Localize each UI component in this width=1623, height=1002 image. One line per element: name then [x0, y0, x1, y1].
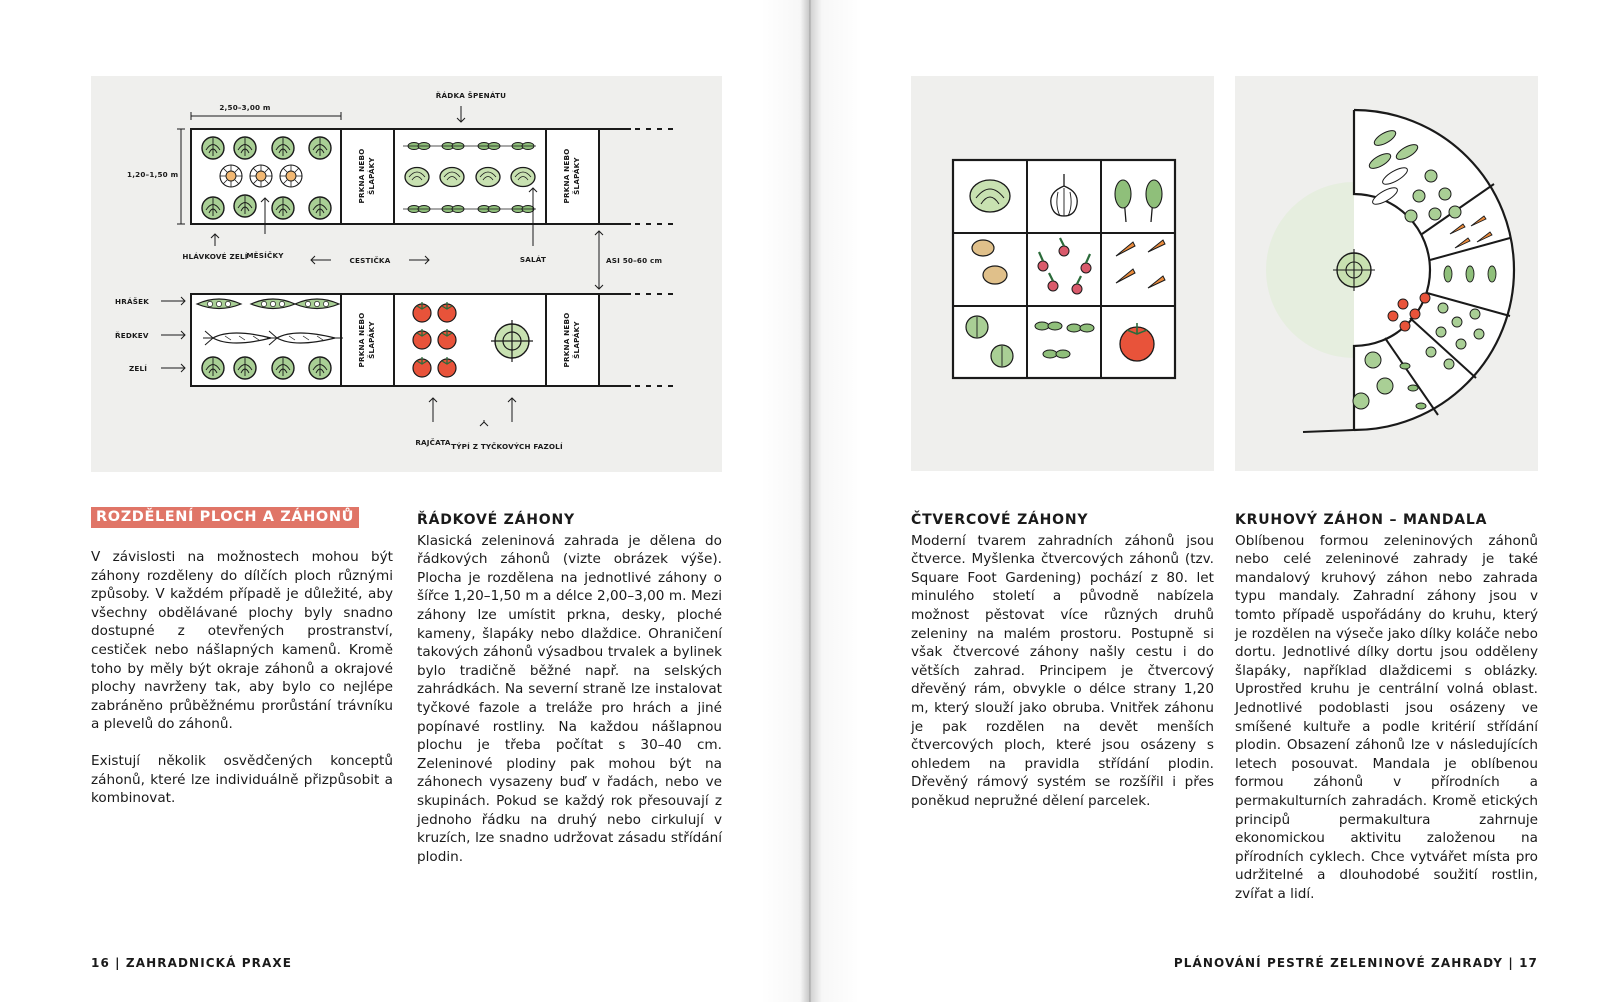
square-beds-section	[911, 511, 1214, 829]
left-footer: 16 | ZAHRADNICKÁ PRAXE	[91, 956, 293, 970]
square-beds-text: Moderní tvarem zahradních záhonů jsou čtverce. Myšlenka čtvercových záhonů (tzv. Square Foot Gardening) pochází z 80. let minulého století a původně nabízela možnost pěstovat více různých druhů zeleniny na malém prostoru. Postupně si však čtvercové záhony našly cestu i do větších zahrad. Principem je čtvercový dřevěný rám, obvykle o délce strany 1,20 m, který slouží jako obruba. Vnitřek záhonu je pak rozdělen na devět menších čtvercových ploch, které jsou osázeny s ohledem na pravidla střídání plodin. Dřevěný rámový systém se rozšířil i přes poněkud nepružné dělení parcelek.	[911, 532, 1214, 809]
right-footer: PLÁNOVÁNÍ PESTRÉ ZELENINOVÉ ZAHRADY | 17	[1173, 956, 1538, 970]
boards-label-1: PRKNA NEBO	[357, 148, 366, 204]
mandala-text: Oblíbenou formou zeleninových záhonů nebo celé zeleninové zahrady je také mandalový kruhový záhon nebo zahrada typu mandaly. Zahradní záhony jsou v tomto případě uspořádány do kruhu, který je rozdělen na výseče jako dílky koláče nebo dortu. Jednotlivé dílky dortu jsou odděleny šlapáky, například dlaždicemi s oblázky. Uprostřed kruhu je centrální volná oblast. Jednotlivé podoblasti jsou osázeny ve smíšené kultuře a podle kritérií střídání plodin. Obsazení záhonů lze v následujících letech posouvat. Mandala je oblíbenou formou záhonů v přírodních a permakulturních zahradách. Kromě etických principů permakultura zahrnuje ekonomickou aktivitu založenou na přírodních cyklech. Chce vytvářet místa pro udržitelné a dlouhodobé soužití rostlin, zvířat a lidí.	[1235, 532, 1538, 902]
boards-label-4: PRKNA NEBO	[562, 312, 571, 368]
square-bed-illustration	[911, 76, 1214, 471]
row-beds-diagram	[91, 76, 722, 472]
square-beds-heading: ČTVERCOVÉ ZÁHONY	[911, 512, 1089, 528]
bean-tipi-label: TÝPÍ Z TYČKOVÝCH FAZOLÍ	[451, 442, 563, 451]
marigold-label: MĚSÍČKY	[246, 251, 284, 260]
cabbage-label: HLÁVKOVÉ ZELÍ	[182, 252, 248, 261]
intro-text	[91, 548, 393, 826]
lettuce-label: SALÁT	[519, 255, 547, 264]
spinach-row-label: ŘÁDKA ŠPENÁTU	[435, 91, 507, 100]
distance-label: ASI 50–60 cm	[606, 256, 663, 265]
boards-label-3b: ŠLAPÁKY	[367, 321, 376, 359]
path-label: CESTIČKA	[349, 256, 391, 265]
tomato-label: RAJČATA	[415, 438, 451, 447]
mandala-bed-illustration	[1235, 76, 1538, 471]
row-beds-heading: ŘÁDKOVÉ ZÁHONY	[417, 512, 575, 528]
row-beds-text: Klasická zeleninová zahrada je dělena do řádkových záhonů (vizte obrázek výše). Plocha je rozdělena na jednotlivé záhony o šířce 1,20–1,50 m a délce 2,00–3,00 m. Mezi záhony lze umístit prkna, desky, ploché kameny, šlapáky nebo dlaždice. Ohraničení takových záhonů výsadbou trvalek a bylinek bylo tradičně běžné např. na selských zahrádkách. Na severní straně lze instalovat tyčkové fazole a treláže pro hrách a jiné popínavé rostliny. Na každou nášlapnou plochu je třeba počítat s 30–40 cm. Zeleninové plodiny pak mohou být na záhonech vysazeny buď v řadách, nebo ve skupinách. Pokud se každý rok přesouvají z jednoho řádku na druhý nebo cirkulují v kruzích, lze snadno udržovat zásadu střídání plodin.	[417, 532, 722, 865]
pea-label: HRÁŠEK	[115, 297, 149, 306]
height-dimension-label: 1,20–1,50 m	[127, 170, 179, 179]
lettuce-icon	[970, 180, 1010, 212]
mandala-diagram	[1235, 76, 1538, 471]
book-gutter	[760, 0, 860, 1002]
square-bed-diagram	[911, 76, 1214, 471]
boards-label-3: PRKNA NEBO	[357, 312, 366, 368]
boards-label-4b: ŠLAPÁKY	[572, 321, 581, 359]
zeli-label: ZELÍ	[129, 364, 148, 373]
row-beds-illustration	[91, 76, 722, 472]
boards-label-1b: ŠLAPÁKY	[367, 157, 376, 195]
row-beds-section	[417, 511, 722, 884]
mandala-heading: KRUHOVÝ ZÁHON – MANDALA	[1235, 512, 1488, 528]
section-heading: ROZDĚLENÍ PLOCH A ZÁHONŮ	[91, 507, 359, 528]
intro-paragraph-2: Existují několik osvědčených konceptů záhonů, které lze individuálně přizpůsobit a kombinovat.	[91, 752, 393, 807]
boards-label-2: PRKNA NEBO	[562, 148, 571, 204]
radish-label: ŘEDKEV	[115, 331, 149, 340]
intro-paragraph-1: V závislosti na možnostech mohou být záhony rozděleny do dílčích ploch různými způsoby. V každém případě je důležité, aby všechny obdělávané plochy byly snadno dostupné z otevřených prostranství, cestiček nebo nášlapných kamenů. Kromě toho by měly být okraje záhonů a okrajové plochy navrženy tak, aby bylo co nejlépe zabráněno průběžnému prorůstání trávníku a plevelů do záhonů.	[91, 549, 393, 733]
boards-label-2b: ŠLAPÁKY	[572, 157, 581, 195]
mandala-section	[1235, 511, 1538, 921]
width-dimension-label: 2,50–3,00 m	[219, 103, 271, 112]
